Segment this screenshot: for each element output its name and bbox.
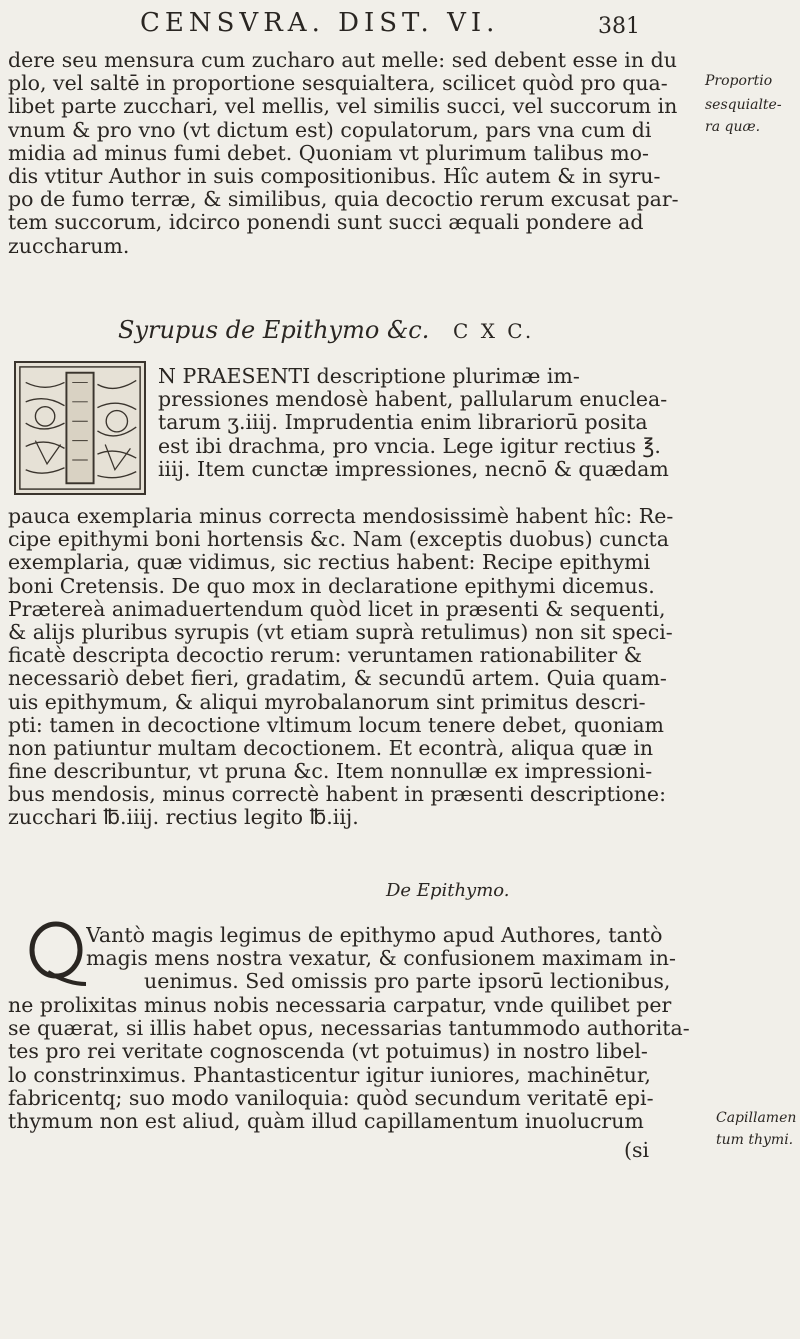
text-line: pti: tamen in decoctione vltimum locum tenere debet, quoniam <box>8 713 664 737</box>
margin-note-line: tum thymi. <box>716 1132 794 1148</box>
paragraph-3-indented <box>86 924 786 994</box>
text-line: N PRAESENTI descriptione plurimæ im- <box>158 365 580 388</box>
text-line: magis mens nostra vexatur, & confusionem maximam in- <box>86 947 676 971</box>
paragraph-1 <box>8 49 798 258</box>
woodcut-initial-i <box>14 361 146 495</box>
text-line: uis epithymum, & aliqui myrobalanorum sint primitus descri- <box>8 690 646 714</box>
text-line: po de fumo terræ, & similibus, quia decoctio rerum excusat par- <box>8 188 679 212</box>
text-line: tarum ʒ.iiij. Imprudentia enim librariorū posita <box>158 411 648 435</box>
text-line: thymum non est aliud, quàm illud capillamentum inuolucrum <box>8 1109 644 1133</box>
text-line: uenimus. Sed omissis pro parte ipsorū lectionibus, <box>144 970 671 994</box>
text-line: libet parte zucchari, vel mellis, vel similis succi, vel succorum in <box>8 95 678 119</box>
section-title: Syrupus de Epithymo &c. <box>118 316 430 344</box>
text-line: pressiones mendosè habent, pallularum enuclea- <box>158 388 668 412</box>
text-line: bus mendosis, minus correctè habent in præsenti descriptione: <box>8 783 666 807</box>
margin-note-capillamentum <box>716 1110 796 1148</box>
text-line: tes pro rei veritate cognoscenda (vt potuimus) in nostro libel- <box>8 1040 648 1064</box>
subheading: De Epithymo. <box>386 880 510 901</box>
text-line: exemplaria, quæ vidimus, sic rectius habent: Recipe epithymi <box>8 551 651 575</box>
margin-note-proportio <box>705 73 782 135</box>
page-number: 381 <box>598 14 640 39</box>
text-line: & alijs pluribus syrupis (vt etiam suprà retulimus) non sit speci- <box>8 620 673 644</box>
text-line: lo constrinximus. Phantasticentur igitur iuniores, machinētur, <box>8 1063 651 1087</box>
text-line: plo, vel saltē in proportione sesquialtera, scilicet quòd pro qua- <box>8 72 668 96</box>
text-line: boni Cretensis. De quo mox in declaratione epithymi dicemus. <box>8 574 655 598</box>
text-line: fine describuntur, vt pruna &c. Item nonnullæ ex impressioni- <box>8 760 653 784</box>
margin-note-line: Proportio <box>705 73 773 89</box>
section-number: C X C. <box>453 319 535 343</box>
text-line: non patiuntur multam decoctionem. Et econtrà, aliqua quæ in <box>8 736 654 760</box>
text-line: necessariò debet fieri, gradatim, & secundū artem. Quia quam- <box>8 667 667 691</box>
text-line: zucchari ℔.iiij. rectius legito ℔.iij. <box>8 806 359 830</box>
paragraph-2-indented <box>158 365 788 481</box>
text-line: midia ad minus fumi debet. Quoniam vt plurimum talibus mo- <box>8 141 649 165</box>
text-line: dere seu mensura cum zucharo aut melle: sed debent esse in du <box>8 49 677 72</box>
text-line: est ibi drachma, pro vncia. Lege igitur rectius ℥. <box>158 434 661 458</box>
page-header <box>0 0 800 50</box>
section-heading <box>118 316 618 344</box>
text-line: ficatè descripta decoctio rerum: veruntamen rationabiliter & <box>8 644 642 668</box>
text-line: cipe epithymi boni hortensis &c. Nam (exceptis duobus) cuncta <box>8 528 669 552</box>
margin-note-line: Capillamen <box>716 1110 797 1126</box>
text-line: dis vtitur Author in suis compositionibus. Hîc autem & in syru- <box>8 164 661 188</box>
text-line: ne prolixitas minus nobis necessaria carpatur, vnde quilibet per <box>8 994 672 1017</box>
text-line: fabricentq; suo modo vaniloquia: quòd secundum veritatē epi- <box>8 1086 654 1110</box>
running-title: CENSVRA. DIST. VI. <box>140 8 500 38</box>
ornamental-initial-q <box>26 918 88 990</box>
paragraph-3 <box>8 994 708 1133</box>
paragraph-2 <box>8 505 798 830</box>
catchword: (si <box>624 1138 650 1162</box>
initial-q-glyph <box>26 918 88 990</box>
text-line: tem succorum, idcirco ponendi sunt succi æquali pondere ad <box>8 211 644 235</box>
text-line: iiij. Item cunctæ impressiones, necnō & quædam <box>158 457 669 481</box>
margin-note-line: ra quæ. <box>705 119 761 135</box>
text-line: zuccharum. <box>8 234 130 258</box>
text-line: Prætereà animaduertendum quòd licet in præsenti & sequenti, <box>8 597 666 621</box>
text-line: vnum & pro vno (vt dictum est) copulatorum, pars vna cum di <box>8 118 652 142</box>
woodcut-illustration <box>16 363 144 493</box>
text-line: pauca exemplaria minus correcta mendosissimè habent hîc: Re- <box>8 505 674 528</box>
margin-note-line: sesquialte- <box>705 97 782 113</box>
text-line: se quærat, si illis habet opus, necessarias tantummodo authorita- <box>8 1017 690 1041</box>
text-line: Vantò magis legimus de epithymo apud Authores, tantò <box>86 924 663 947</box>
